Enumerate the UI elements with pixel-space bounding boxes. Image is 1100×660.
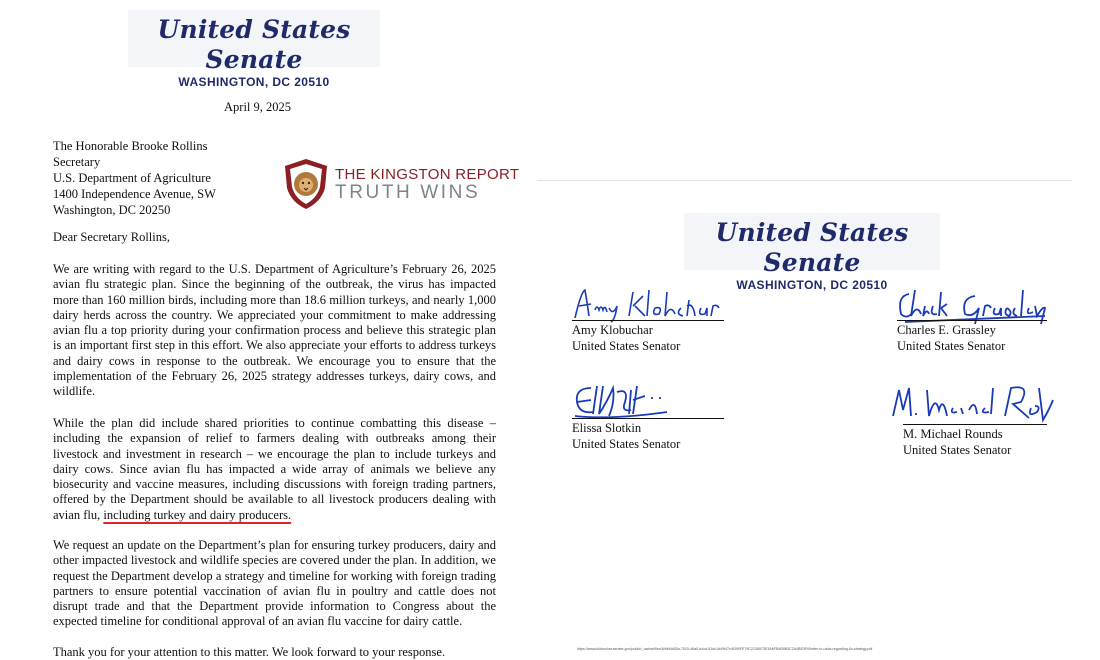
signatory-title: United States Senator [903, 442, 1012, 457]
highlighted-phrase: including turkey and dairy producers. [103, 507, 292, 522]
signature-line [572, 320, 724, 321]
salutation: Dear Secretary Rollins, [53, 230, 170, 244]
recipient-line: 1400 Independence Avenue, SW [53, 187, 216, 201]
paragraph-2-text: While the plan did include shared priorities to continue combatting this disease – including the expansion of relief to farmers dealing with outbreaks among their livestock and investment in research – we encourage the plan to include turkeys and dairy cows. Since avian flu has impacted a wide array of animals we believe any biosecurity and vaccine measures, including discussions with foreign trading partners, offered by the Department should be available to all livestock producers dealing with avian flu, [53, 416, 496, 522]
paragraph-2 [53, 416, 496, 523]
signature-line [897, 320, 1047, 321]
klobuchar-signature [571, 286, 721, 324]
rounds-signature [889, 380, 1057, 426]
signature-block-slotkin [572, 418, 724, 452]
paragraph-1: We are writing with regard to the U.S. Department of Agriculture’s February 26, 2025 avian flu strategic plan. Since the beginning of the outbreak, the virus has impacted more than 160 million birds, including more than 18.6 million turkeys, and nearly 1,000 dairy herds across the country. We appreciated your commitment to make addressing avian flu a top priority during your confirmation process and believe this strategic plan is an important first step in this effort. We also appreciate your efforts to address turkeys and dairy cows in response to the outbreak. We encourage you to ensure that the implementation of the February 26, 2025 strategy addresses turkeys, dairy cows, and wildlife. [53, 262, 496, 399]
recipient-line: U.S. Department of Agriculture [53, 171, 211, 185]
signatory-title: United States Senator [897, 338, 1006, 353]
recipient-line: The Honorable Brooke Rollins [53, 139, 208, 153]
signature-line [572, 418, 724, 419]
letterhead-address: WASHINGTON, DC 20510 [736, 278, 888, 292]
lion-shield-icon [283, 158, 329, 210]
signatory-name: Elissa Slotkin [572, 421, 642, 435]
footer-url: https://www.klobuchar.senate.gov/public/_cache/files/6/b6f4d52a-7015-46a0-b4cd-51dc1d49f47c/6390FE79C2138973E3A6FB4B9B3C2A4BE3F6/letter-to-usda-regarding-flu-strategy.pdf [577, 647, 873, 651]
signature-block-grassley [897, 320, 1047, 354]
letterhead-name: United States Senate [157, 15, 351, 74]
signatory-title: United States Senator [572, 436, 681, 451]
recipient-address [53, 138, 216, 218]
page-divider [537, 180, 1072, 181]
logo-line1: THE KINGSTON REPORT [335, 166, 520, 183]
letterhead-name: United States Senate [715, 218, 909, 277]
paragraph-4: Thank you for your attention to this matter. We look forward to your response. [53, 645, 446, 659]
signature-block-klobuchar [572, 320, 724, 354]
signatory-name: M. Michael Rounds [903, 427, 1003, 441]
recipient-line: Secretary [53, 155, 101, 169]
senate-letterhead [128, 10, 380, 89]
signatory-name: Charles E. Grassley [897, 323, 996, 337]
signature-line [903, 424, 1047, 425]
signatory-title: United States Senator [572, 338, 681, 353]
logo-line2: TRUTH WINS [335, 182, 481, 203]
letterhead-address: WASHINGTON, DC 20510 [178, 75, 330, 89]
slotkin-signature [571, 382, 681, 422]
signature-block-rounds [903, 424, 1047, 458]
signature-page [537, 0, 1100, 655]
paragraph-3: We request an update on the Department’s plan for ensuring turkey producers, dairy and other impacted livestock and wildlife species are covered under the plan. In addition, we request the Department develop a strategy and timeline for working with foreign trading partners to ensure potential vaccination of avian flu in poultry and cattle does not disrupt trade and that the Department provide information to Congress about the expected timeline for conditional approval of an avian flu vaccine for dairy cattle. [53, 538, 496, 629]
recipient-line: Washington, DC 20250 [53, 203, 171, 217]
senate-letterhead [684, 213, 940, 292]
letter-page [0, 0, 530, 659]
letter-date: April 9, 2025 [224, 100, 292, 114]
signatory-name: Amy Klobuchar [572, 323, 653, 337]
kingston-report-logo [283, 158, 520, 210]
